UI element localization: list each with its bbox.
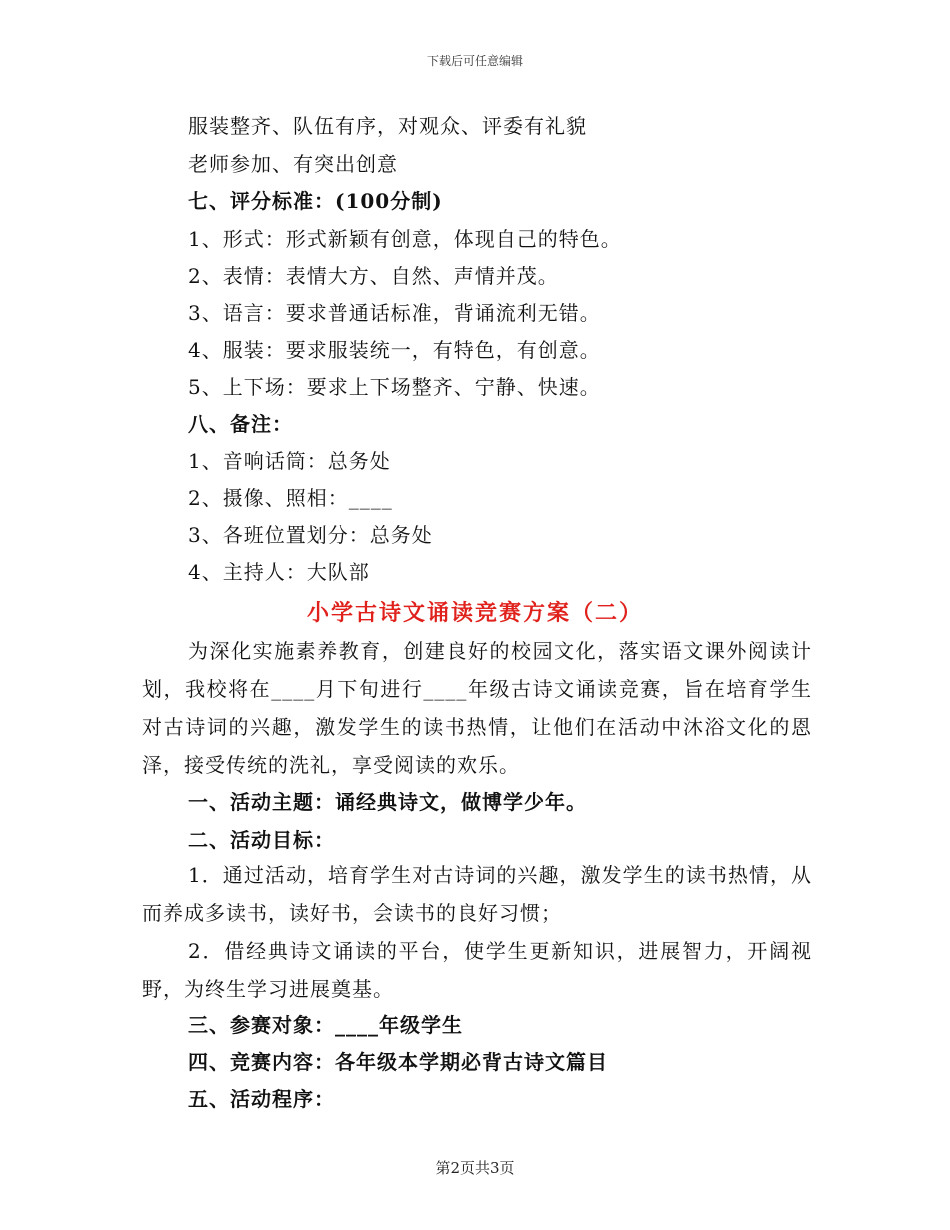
text-line: 3、语言：要求普通话标准，背诵流利无错。 xyxy=(188,301,601,325)
text-line: 2、表情：表情大方、自然、声情并茂。 xyxy=(188,264,559,288)
section-heading: 七、评分标准：(100分制) xyxy=(188,189,443,213)
text-line: 1、音响话筒：总务处 xyxy=(188,449,391,473)
text-line: 1、形式：形式新颖有创意，体现自己的特色。 xyxy=(188,227,622,251)
text-line: 4、主持人：大队部 xyxy=(188,560,370,584)
text-line: 5、上下场：要求上下场整齐、宁静、快速。 xyxy=(188,375,601,399)
page-footer: 第2页共3页 xyxy=(435,1159,515,1177)
section-heading: 四、竞赛内容：各年级本学期必背古诗文篇目 xyxy=(188,1050,608,1074)
page-header: 下载后可任意编辑 xyxy=(426,54,523,68)
document-title: 小学古诗文诵读竞赛方案（二） xyxy=(306,600,643,626)
text-line: 服装整齐、队伍有序，对观众、评委有礼貌 xyxy=(188,114,587,138)
section-heading: 八、备注： xyxy=(188,412,293,436)
text-line: 4、服装：要求服装统一，有特色，有创意。 xyxy=(188,338,601,362)
text-line: 2、摄像、照相：____ xyxy=(188,486,393,510)
intro-paragraph: 为深化实施素养教育，创建良好的校园文化，落实语文课外阅读计划，我校将在____月下旬进行____年级古诗文诵读竞赛，旨在培育学生对古诗词的兴趣，激发学生的读书热情，让他们在活动中沐浴文化的恩泽，接受传统的洗礼，享受阅读的欢乐。 xyxy=(142,639,812,777)
text-line: 3、各班位置划分：总务处 xyxy=(188,523,433,547)
section-heading: 一、活动主题：诵经典诗文，做博学少年。 xyxy=(188,790,587,814)
section-heading: 二、活动目标： xyxy=(188,828,335,852)
section-heading: 五、活动程序： xyxy=(188,1087,335,1111)
text-line: 老师参加、有突出创意 xyxy=(188,152,398,176)
goal-paragraph: 1．通过活动，培育学生对古诗词的兴趣，激发学生的读书热情，从而养成多读书，读好书，会读书的良好习惯； xyxy=(142,863,812,925)
goal-paragraph: 2．借经典诗文诵读的平台，使学生更新知识，进展智力，开阔视野，为终生学习进展奠基。 xyxy=(142,939,812,1001)
section-heading: 三、参赛对象：____年级学生 xyxy=(188,1013,463,1037)
